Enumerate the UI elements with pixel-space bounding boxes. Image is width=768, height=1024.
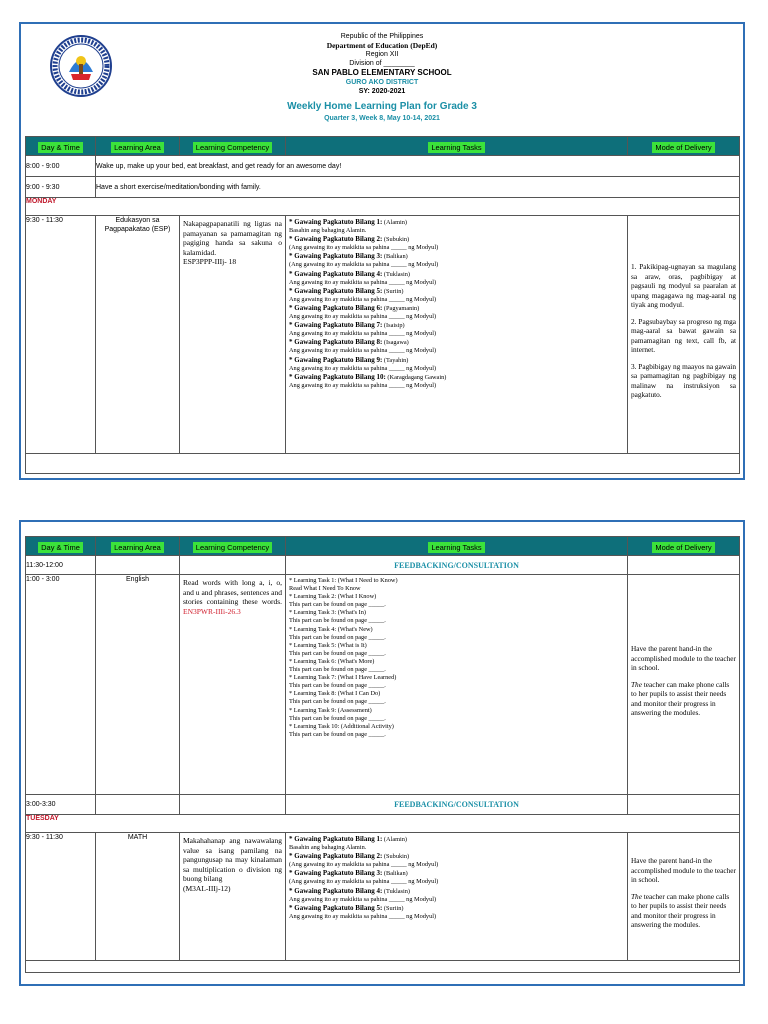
mode-cell bbox=[628, 216, 740, 454]
col-header-learning-tasks: Learning Tasks bbox=[286, 137, 628, 156]
task-detail: (Ang gawaing ito ay makikita sa pahina _____ ng Modyul) bbox=[289, 261, 439, 269]
empty-cell bbox=[26, 961, 740, 973]
department-line: Department of Education (DepEd) bbox=[326, 41, 438, 50]
mode-paragraph: 2. Pagsubaybay sa progreso ng mga mag-aaral sa bawat gawain sa pamamagitan ng text, call fb, at internet. bbox=[631, 316, 736, 355]
table-row bbox=[26, 216, 740, 454]
competency-cell bbox=[180, 575, 286, 795]
feedbacking-label: FEEDBACKING/CONSULTATION bbox=[286, 556, 628, 575]
mode-paragraph: 3. Pagbibigay ng maayos na gawain sa pamamagitan ng pagbibigay ng malinaw na instruksiyon sa pagkatuto. bbox=[631, 361, 736, 400]
task-detail: (Ang gawaing ito ay makikita sa pahina _____ ng Modyul) bbox=[289, 861, 439, 869]
task-item: * Gawaing Pagkatuto Bilang 3: (Balikan) bbox=[289, 869, 408, 878]
mode-paragraph: Have the parent hand-in the accomplished module to the teacher in school. bbox=[631, 856, 736, 885]
table-row bbox=[26, 575, 740, 795]
task-detail: Ang gawaing ito ay makikita sa pahina _____ ng Modyul) bbox=[289, 278, 437, 286]
document-title: Weekly Home Learning Plan for Grade 3 bbox=[287, 101, 477, 112]
task-detail: This part can be found on page _____. bbox=[289, 617, 386, 625]
col-header-learning-tasks: Learning Tasks bbox=[286, 537, 628, 556]
learning-area-cell: MATH bbox=[96, 833, 180, 961]
competency-text: Read words with long a, i, o, and u and phrases, sentences and stories containing these words. bbox=[183, 578, 282, 606]
col-header-learning-area: Learning Area bbox=[96, 137, 180, 156]
task-detail: This part can be found on page _____. bbox=[289, 601, 386, 609]
mode-paragraph: 1. Pakikipag-ugnayan sa magulang sa araw, oras, pagbibigay at pagsauli ng modyul sa paaralan at upang magagawa ng mag-aaral ng tiyak ang modyul. bbox=[631, 262, 736, 310]
feedbacking-label: FEEDBACKING/CONSULTATION bbox=[286, 795, 628, 815]
document-page-1 bbox=[19, 22, 745, 480]
empty-cell bbox=[628, 795, 740, 815]
task-detail: (Ang gawaing ito ay makikita sa pahina _____ ng Modyul) bbox=[289, 878, 439, 886]
task-detail: This part can be found on page _____. bbox=[289, 666, 386, 674]
time-cell: 3:00-3:30 bbox=[26, 795, 96, 815]
task-detail: This part can be found on page _____. bbox=[289, 649, 386, 657]
task-detail: Ang gawaing ito ay makikita sa pahina _____ ng Modyul) bbox=[289, 364, 437, 372]
competency-cell bbox=[180, 833, 286, 961]
competency-code: ESP3PPP-IIIj- 18 bbox=[183, 257, 237, 266]
mode-paragraph: The teacher can make phone calls to her pupils to assist their needs and monitor their progress in answering the modules. bbox=[631, 891, 730, 930]
task-item: * Gawaing Pagkatuto Bilang 7: (Isaisip) bbox=[289, 321, 405, 330]
col-header-mode-of-delivery: Mode of Delivery bbox=[628, 137, 740, 156]
col-header-learning-competency: Learning Competency bbox=[180, 137, 286, 156]
task-item: * Learning Task 6: (What's More) bbox=[289, 657, 375, 665]
col-header-day-time: Day & Time bbox=[26, 537, 96, 556]
empty-cell bbox=[180, 556, 286, 575]
task-item: * Learning Task 1: (What I Need to Know) bbox=[289, 577, 398, 584]
task-item: * Learning Task 8: (What I Can Do) bbox=[289, 690, 381, 698]
task-item: * Gawaing Pagkatuto Bilang 6: (Pagyamanin) bbox=[289, 303, 420, 312]
task-item: * Gawaing Pagkatuto Bilang 1: (Alamin) bbox=[289, 218, 408, 226]
task-item: * Learning Task 2: (What I Know) bbox=[289, 593, 377, 601]
competency-code: EN3PWR-IIIi-26.3 bbox=[183, 606, 241, 616]
task-detail: Ang gawaing ito ay makikita sa pahina _____ ng Modyul) bbox=[289, 912, 437, 920]
republic-line: Republic of the Philippines bbox=[340, 33, 424, 40]
task-item: * Learning Task 10: (Additional Activity) bbox=[289, 722, 394, 730]
empty-cell bbox=[26, 454, 740, 474]
table-row bbox=[26, 556, 740, 575]
document-subtitle: Quarter 3, Week 8, May 10-14, 2021 bbox=[324, 115, 440, 122]
time-cell: 9:00 - 9:30 bbox=[26, 177, 96, 198]
col-header-learning-competency: Learning Competency bbox=[180, 537, 286, 556]
time-cell: 11:30-12:00 bbox=[26, 556, 96, 575]
mode-paragraph: The teacher can make phone calls to her pupils to assist their needs and monitor their progress in answering the modules. bbox=[631, 679, 730, 718]
task-detail: Read What I Need To Know bbox=[289, 585, 361, 593]
time-cell: 9:30 - 11:30 bbox=[26, 216, 96, 454]
task-detail: (Ang gawaing ito ay makikita sa pahina _____ ng Modyul) bbox=[289, 244, 439, 252]
day-row bbox=[26, 198, 740, 216]
task-item: * Gawaing Pagkatuto Bilang 2: (Subukin) bbox=[289, 235, 410, 244]
activity-cell: Wake up, make up your bed, eat breakfast, and get ready for an awesome day! bbox=[96, 156, 740, 177]
table-row bbox=[26, 156, 740, 177]
learning-area-cell: English bbox=[96, 575, 180, 795]
document-header bbox=[21, 24, 743, 124]
task-detail: Ang gawaing ito ay makikita sa pahina _____ ng Modyul) bbox=[289, 330, 437, 338]
task-detail: Ang gawaing ito ay makikita sa pahina _____ ng Modyul) bbox=[289, 313, 437, 321]
empty-cell bbox=[96, 556, 180, 575]
document-page-2 bbox=[19, 520, 745, 986]
task-detail: This part can be found on page _____. bbox=[289, 714, 386, 722]
task-detail: Basahin ang bahaging Alamin. bbox=[289, 844, 367, 852]
district-name: GURO AKO DISTRICT bbox=[345, 79, 419, 86]
day-label-monday: MONDAY bbox=[26, 198, 740, 216]
task-detail: This part can be found on page _____. bbox=[289, 698, 386, 706]
mode-cell bbox=[628, 575, 740, 795]
task-item: * Gawaing Pagkatuto Bilang 9: (Tayahin) bbox=[289, 355, 409, 364]
task-list bbox=[286, 216, 627, 392]
col-header-mode-of-delivery: Mode of Delivery bbox=[628, 537, 740, 556]
task-item: * Gawaing Pagkatuto Bilang 10: (Karagdagang Gawain) bbox=[289, 372, 447, 381]
task-item: * Gawaing Pagkatuto Bilang 5: (Suriin) bbox=[289, 903, 404, 912]
task-detail: Ang gawaing ito ay makikita sa pahina _____ ng Modyul) bbox=[289, 381, 437, 389]
plan-table-1 bbox=[25, 136, 740, 474]
task-detail: Ang gawaing ito ay makikita sa pahina _____ ng Modyul) bbox=[289, 895, 437, 903]
task-detail: Ang gawaing ito ay makikita sa pahina _____ ng Modyul) bbox=[289, 295, 437, 303]
col-header-day-time: Day & Time bbox=[26, 137, 96, 156]
task-detail: This part can be found on page _____. bbox=[289, 730, 386, 738]
task-list bbox=[286, 833, 627, 923]
competency-text: Makahahanap ang nawawalang value sa isang pamilang na pangungusap na may kinalaman sa multiplication o division ng buong bilang bbox=[183, 836, 282, 883]
time-cell: 8:00 - 9:00 bbox=[26, 156, 96, 177]
task-item: * Learning Task 7: (What I Have Learned) bbox=[289, 674, 397, 682]
school-year: SY: 2020-2021 bbox=[358, 88, 406, 95]
competency-code: (M3AL-IIIj-12) bbox=[183, 883, 231, 893]
time-cell: 9:30 - 11:30 bbox=[26, 833, 96, 961]
competency-text: Nakapagpapanatili ng ligtas na pamayanan sa pamamagitan ng pagiging handa sa sakuna o kalamidad. bbox=[183, 219, 282, 257]
region-line: Region XII bbox=[365, 51, 399, 58]
table-header-row bbox=[26, 537, 740, 556]
task-item: * Gawaing Pagkatuto Bilang 3: (Balikan) bbox=[289, 252, 408, 261]
tasks-cell bbox=[286, 216, 628, 454]
table-row bbox=[26, 177, 740, 198]
task-list bbox=[286, 575, 627, 741]
task-item: * Gawaing Pagkatuto Bilang 1: (Alamin) bbox=[289, 835, 408, 843]
mode-list bbox=[628, 258, 739, 411]
task-detail: This part can be found on page _____. bbox=[289, 682, 386, 690]
task-item: * Gawaing Pagkatuto Bilang 5: (Suriin) bbox=[289, 286, 404, 295]
day-row bbox=[26, 815, 740, 833]
task-item: * Learning Task 4: (What's New) bbox=[289, 625, 373, 633]
plan-table-2 bbox=[25, 536, 740, 973]
school-name: SAN PABLO ELEMENTARY SCHOOL bbox=[312, 68, 452, 77]
task-detail: Ang gawaing ito ay makikita sa pahina _____ ng Modyul) bbox=[289, 347, 437, 355]
tasks-cell bbox=[286, 833, 628, 961]
mode-paragraph: Have the parent hand-in the accomplished module to the teacher in school. bbox=[631, 644, 736, 673]
time-cell: 1:00 - 3:00 bbox=[26, 575, 96, 795]
mode-cell bbox=[628, 833, 740, 961]
task-item: * Learning Task 9: (Assessment) bbox=[289, 706, 372, 714]
table-header-row bbox=[26, 137, 740, 156]
task-detail: This part can be found on page _____. bbox=[289, 633, 386, 641]
col-header-learning-area: Learning Area bbox=[96, 537, 180, 556]
table-row-empty bbox=[26, 454, 740, 474]
tasks-cell bbox=[286, 575, 628, 795]
task-item: * Gawaing Pagkatuto Bilang 2: (Subukin) bbox=[289, 852, 410, 861]
task-item: * Gawaing Pagkatuto Bilang 8: (Isagawa) bbox=[289, 338, 409, 347]
activity-cell: Have a short exercise/meditation/bonding with family. bbox=[96, 177, 740, 198]
task-detail: Basahin ang bahaging Alamin. bbox=[289, 227, 367, 235]
division-line: Division of ________ bbox=[349, 60, 415, 67]
empty-cell bbox=[628, 556, 740, 575]
empty-cell bbox=[96, 795, 180, 815]
table-row-empty bbox=[26, 961, 740, 973]
empty-cell bbox=[180, 795, 286, 815]
learning-area-cell: Edukasyon sa Pagpapakatao (ESP) bbox=[96, 216, 180, 454]
task-item: * Learning Task 5: (What is It) bbox=[289, 641, 367, 649]
task-item: * Gawaing Pagkatuto Bilang 4: (Tuklasin) bbox=[289, 886, 410, 895]
day-label-tuesday: TUESDAY bbox=[26, 815, 740, 833]
table-row bbox=[26, 795, 740, 815]
task-item: * Learning Task 3: (What's In) bbox=[289, 609, 366, 617]
competency-cell bbox=[180, 216, 286, 454]
task-item: * Gawaing Pagkatuto Bilang 4: (Tuklasin) bbox=[289, 269, 410, 278]
table-row bbox=[26, 833, 740, 961]
